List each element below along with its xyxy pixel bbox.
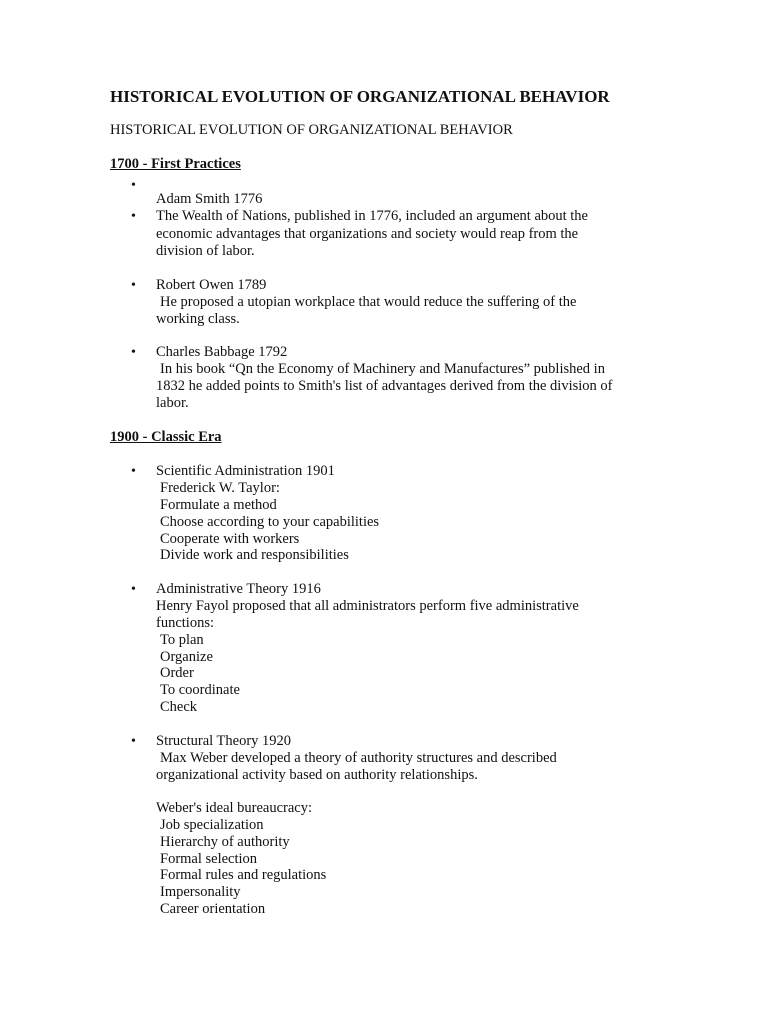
adam-smith-name: Adam Smith 1776 [156, 191, 263, 207]
administrative-text-2: functions: [156, 615, 214, 631]
administrative-function-2: Organize [160, 649, 213, 665]
administrative-function-1: To plan [160, 632, 204, 648]
document-subtitle: HISTORICAL EVOLUTION OF ORGANIZATIONAL BEHAVIOR [110, 122, 513, 138]
bureaucracy-item-3: Formal selection [160, 851, 258, 867]
bullet-robert-owen: • [131, 278, 136, 293]
bureaucracy-item-6: Career orientation [160, 901, 266, 917]
bullet-structural-theory: • [131, 734, 136, 749]
bureaucracy-item-1: Job specialization [160, 817, 264, 833]
charles-babbage-name: Charles Babbage 1792 [156, 344, 288, 360]
scientific-administration-name: Scientific Administration 1901 [156, 463, 335, 479]
robert-owen-text-2: working class. [156, 311, 240, 327]
bullet-administrative-theory: • [131, 582, 136, 597]
robert-owen-name: Robert Owen 1789 [156, 277, 267, 293]
weber-bureaucracy-label: Weber's ideal bureaucracy: [156, 800, 313, 816]
administrative-function-4: To coordinate [160, 682, 240, 698]
robert-owen-text-1: He proposed a utopian workplace that would reduce the suffering of the [160, 294, 577, 310]
bureaucracy-item-4: Formal rules and regulations [160, 867, 327, 883]
administrative-text-1: Henry Fayol proposed that all administrators perform five administrative [156, 598, 579, 614]
section-heading-first-practices: 1700 - First Practices [110, 156, 241, 172]
bureaucracy-item-5: Impersonality [160, 884, 241, 900]
document-title: HISTORICAL EVOLUTION OF ORGANIZATIONAL BEHAVIOR [110, 87, 610, 106]
bullet-empty: • [131, 178, 136, 193]
structural-text-1: Max Weber developed a theory of authority structures and described [160, 750, 557, 766]
adam-smith-text-3: division of labor. [156, 243, 255, 259]
charles-babbage-text-1: In his book “Qn the Economy of Machinery and Manufactures” published in [160, 361, 605, 377]
bureaucracy-item-2: Hierarchy of authority [160, 834, 290, 850]
bullet-wealth-of-nations: • [131, 209, 136, 224]
adam-smith-text-1: The Wealth of Nations, published in 1776, included an argument about the [156, 208, 588, 224]
structural-text-2: organizational activity based on authority relationships. [156, 767, 478, 783]
bullet-charles-babbage: • [131, 345, 136, 360]
charles-babbage-text-2: 1832 he added points to Smith's list of advantages derived from the division of [156, 378, 613, 394]
bullet-scientific-administration: • [131, 464, 136, 479]
administrative-theory-name: Administrative Theory 1916 [156, 581, 321, 597]
scientific-line-1: Frederick W. Taylor: [160, 480, 280, 496]
administrative-function-5: Check [160, 699, 198, 715]
adam-smith-text-2: economic advantages that organizations and society would reap from the [156, 226, 579, 242]
charles-babbage-text-3: labor. [156, 395, 189, 411]
scientific-line-3: Choose according to your capabilities [160, 514, 380, 530]
scientific-line-4: Cooperate with workers [160, 531, 300, 547]
structural-theory-name: Structural Theory 1920 [156, 733, 292, 749]
section-heading-classic-era: 1900 - Classic Era [110, 429, 222, 445]
scientific-line-2: Formulate a method [160, 497, 277, 513]
administrative-function-3: Order [160, 665, 194, 681]
scientific-line-5: Divide work and responsibilities [160, 547, 349, 563]
